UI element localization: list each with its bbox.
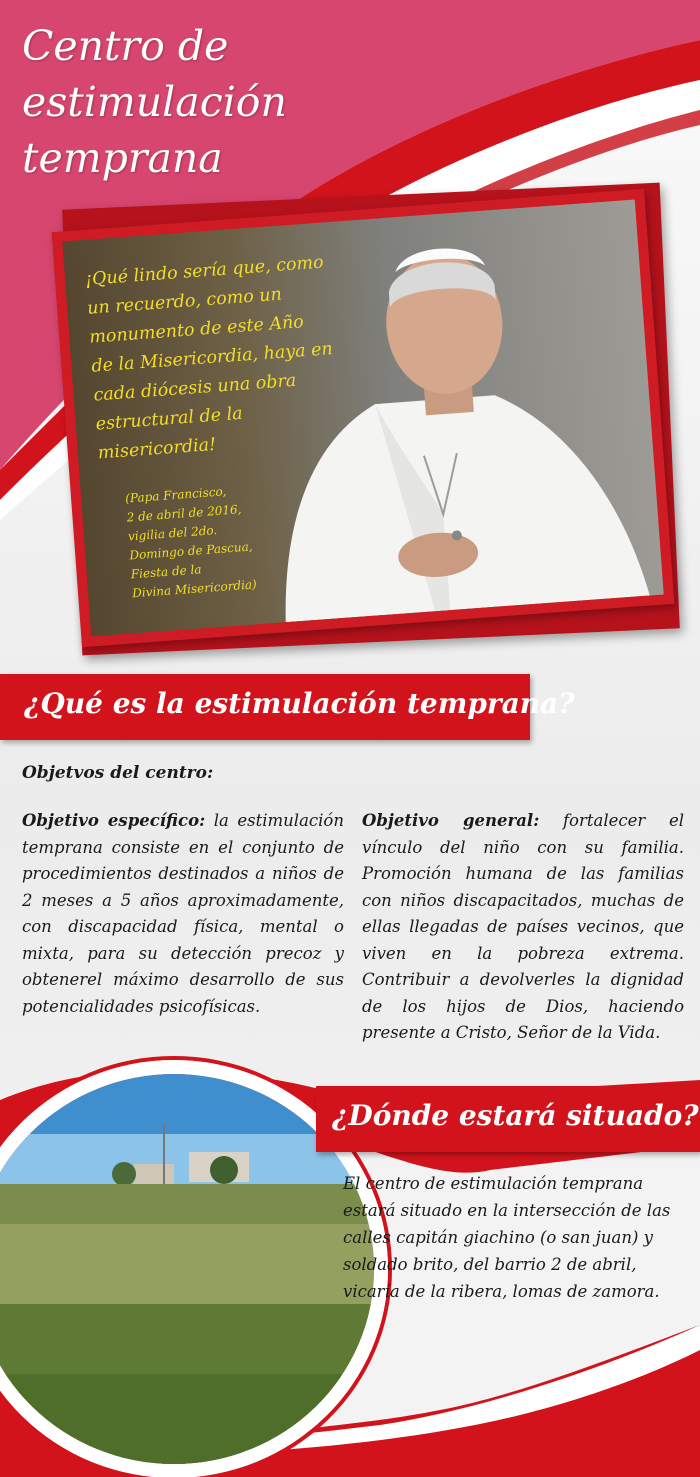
- specific-objective-text: la estimulación temprana consiste en el conjunto de procedimientos destinados a niños de 2 meses a 5 años aproximadamente, con discapacidad física, mental o mixta, para su detección precoz y obtenerel máximo desarrollo de sus potencialidades psicofísicas.: [22, 811, 344, 1016]
- quote-line: estructural de la: [95, 403, 244, 435]
- citation-line: Fiesta de la: [130, 562, 202, 582]
- citation-line: (Papa Francisco,: [124, 484, 227, 506]
- citation-line: Divina Misericordia): [131, 577, 258, 601]
- location-description: El centro de estimulación temprana estará situado en la intersección de las calles capitán giachino (o san juan) y soldado brito, del barrio 2 de abril, vicaría de la ribera, lomas de zamora.: [343, 1174, 671, 1301]
- title-line: estimulación: [22, 78, 287, 126]
- pope-photo-card: [52, 189, 675, 647]
- quote-line: misericordia!: [97, 434, 217, 464]
- citation-line: Domingo de Pascua,: [128, 539, 253, 563]
- specific-objective: [22, 808, 344, 1020]
- quote-line: cada diócesis una obra: [92, 370, 297, 406]
- citation-line: vigilia del 2do.: [127, 522, 218, 544]
- section-heading-where: ¿Dónde estará situado?: [332, 1099, 699, 1132]
- section-banner-where: [316, 1086, 700, 1152]
- quote-line: monumento de este Año: [88, 312, 305, 348]
- pope-photo: [62, 200, 663, 637]
- specific-objective-label: Objetivo específico:: [22, 811, 206, 830]
- pope-quote: [84, 246, 368, 468]
- page-title: [22, 18, 287, 186]
- general-objective-label: Objetivo general:: [362, 811, 540, 830]
- objectives-title: Objetvos del centro:: [22, 763, 214, 783]
- quote-line: de la Misericordia, haya en: [90, 339, 334, 377]
- quote-line: un recuerdo, como un: [86, 284, 283, 319]
- general-objective-text: fortalecer el vínculo del niño con su familia. Promoción humana de las familias con niños discapacitados, muchas de ellas llegadas de países vecinos, que viven en la pobreza extrema. Contribuir a devolverles la dignidad de los hijos de Dios, haciendo presente a Cristo, Señor de la Vida.: [362, 811, 684, 1042]
- section-heading-what: ¿Qué es la estimulación temprana?: [24, 687, 575, 720]
- title-line: temprana: [22, 134, 223, 182]
- citation-line: 2 de abril de 2016,: [126, 502, 242, 525]
- quote-line: ¡Qué lindo sería que, como: [84, 252, 325, 290]
- general-objective: [362, 808, 684, 1047]
- section-banner-what: [0, 674, 575, 740]
- title-line: Centro de: [22, 22, 229, 70]
- quote-citation: [125, 477, 303, 603]
